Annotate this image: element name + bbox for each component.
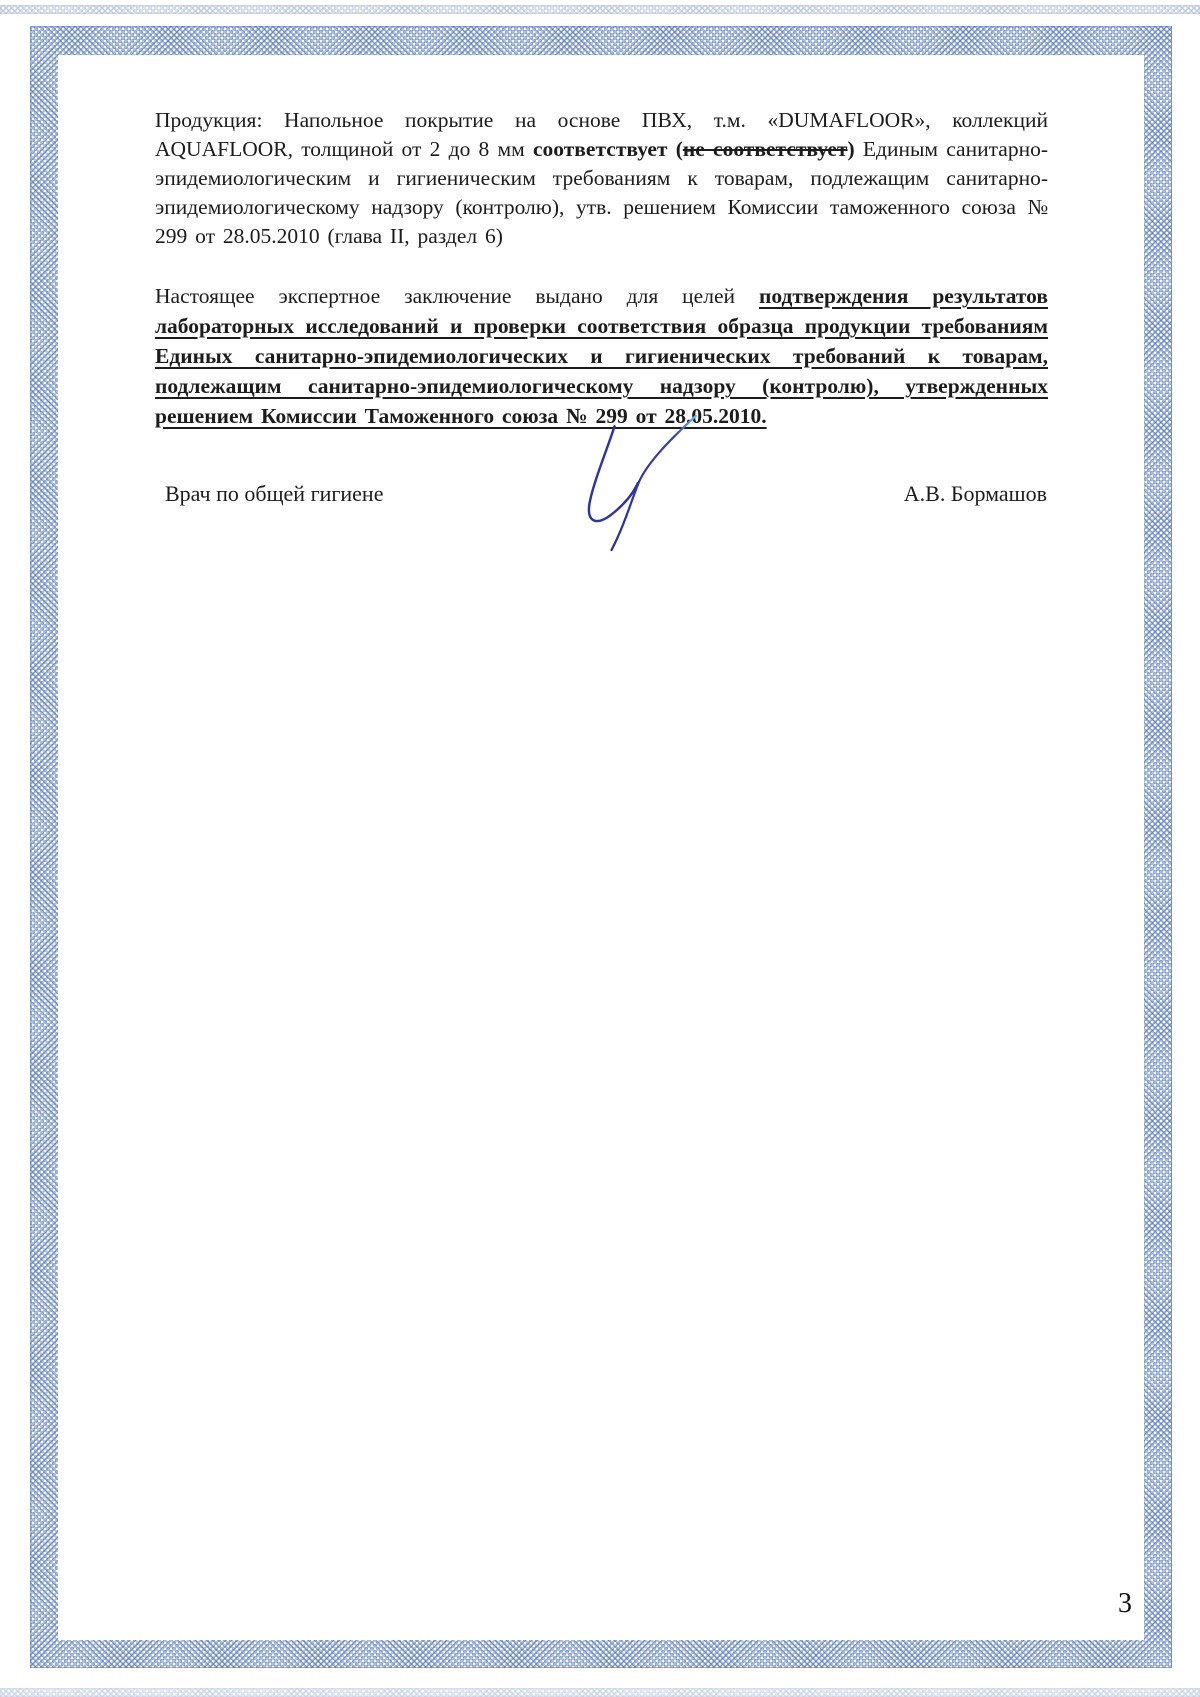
document-body [155,106,1048,431]
page-top-edge-pattern [0,5,1200,14]
page-bottom-edge-pattern [0,1688,1200,1697]
handwritten-signature-icon [578,410,716,552]
requirements-reference-text: Единым санитарно-эпидемиологическим и гигиеническим требованиям к товарам, подлежащим санитарно-эпидемиологическому надзору (контролю), утв. решением Комиссии таможенного союза № 299 от 28.05.2010 (глава II, раздел 6) [155,137,1048,248]
purpose-lead-text: Настоящее экспертное заключение выдано для целей [155,284,759,308]
purpose-emphasized-text: подтверждения результатов лабораторных исследований и проверки соответствия образца продукции требованиям Единых санитарно-эпидемиологических и гигиенических требований к товарам, подлежащим санитарно-эпидемиологическому надзору (контролю), утвержденных решением Комиссии Таможенного союза № 299 от 28.05.2010. [155,284,1048,428]
paragraph-conclusion-purpose [155,281,1048,431]
signer-name: А.В. Бормашов [903,481,1047,506]
paren-open: ( [667,137,683,161]
product-description-text: Продукция: Напольное покрытие на основе ПВХ, т.м. «DUMAFLOOR», коллекций AQUAFLOOR, толщиной от 2 до 8 мм [155,108,1048,161]
paren-close: ) [847,137,863,161]
paragraph-product-compliance [155,106,1048,251]
non-compliance-strikethrough-text: не соответствует [682,137,848,161]
page-number: 3 [1118,1588,1132,1619]
compliance-status-text: соответствует [532,137,668,161]
signer-position-title: Врач по общей гигиене [165,481,384,506]
